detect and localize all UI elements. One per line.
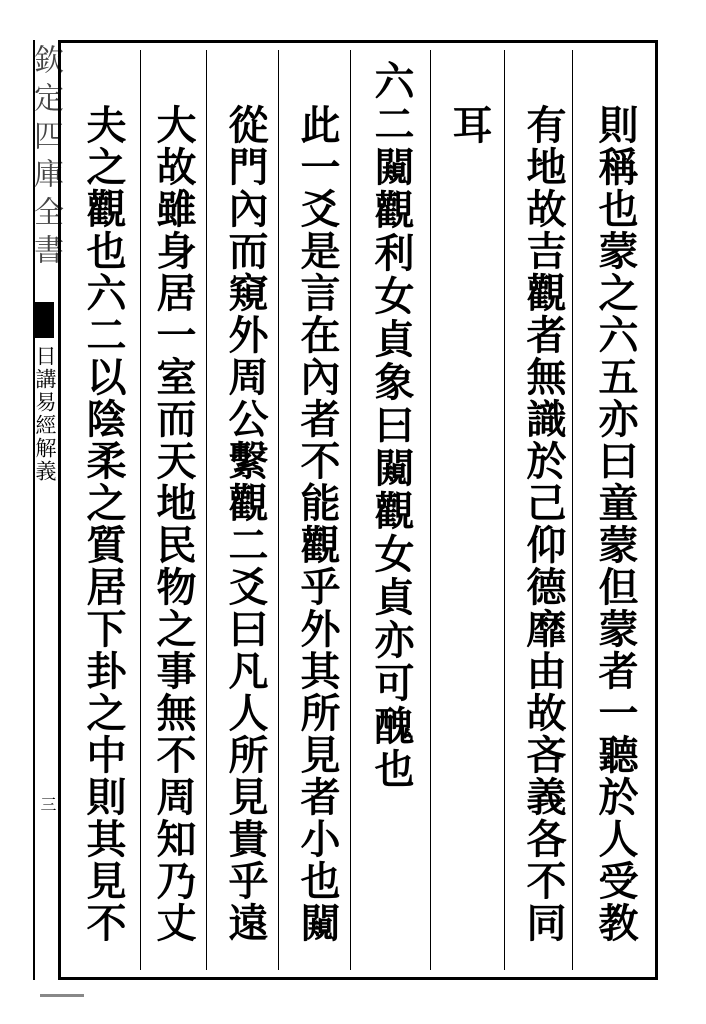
text-column-4 (356, 60, 426, 960)
text-column-8 (68, 104, 138, 1004)
fish-tail-mark (34, 302, 54, 338)
margin-volume-title: 日講易經解義 (33, 345, 57, 483)
column-text: 夫之觀也六二以陰柔之質居下卦之中則其見不 (80, 104, 127, 944)
column-text: 大故雖身居一室而天地民物之事無不周知乃丈 (150, 104, 197, 944)
column-text: 耳 (446, 104, 493, 149)
column-text: 則稱也蒙之六五亦曰童蒙但蒙者一聽於人受教 (592, 104, 639, 944)
text-column-6 (210, 104, 280, 1004)
column-text: 從門內而窺外周公繫觀二爻曰凡人所見貴乎遠 (222, 104, 269, 944)
column-text: 此一爻是言在內者不能觀乎外其所見者小也闚 (294, 104, 341, 944)
column-rule (504, 50, 505, 970)
text-column-1 (580, 104, 650, 1004)
column-text: 有地故吉觀者無識於己仰德靡由故吝義各不同 (520, 104, 567, 944)
text-column-7 (138, 104, 208, 1004)
text-column-2 (508, 104, 578, 1004)
column-text: 六二闚觀利女貞象曰闚觀女貞亦可醜也 (368, 60, 415, 791)
text-column-3 (434, 104, 504, 1004)
column-rule (430, 50, 431, 970)
bottom-mark (40, 994, 84, 997)
margin-page-number: 三 (38, 796, 57, 812)
text-column-5 (282, 104, 352, 1004)
margin-book-title: 欽定四庫全書 (28, 44, 63, 272)
